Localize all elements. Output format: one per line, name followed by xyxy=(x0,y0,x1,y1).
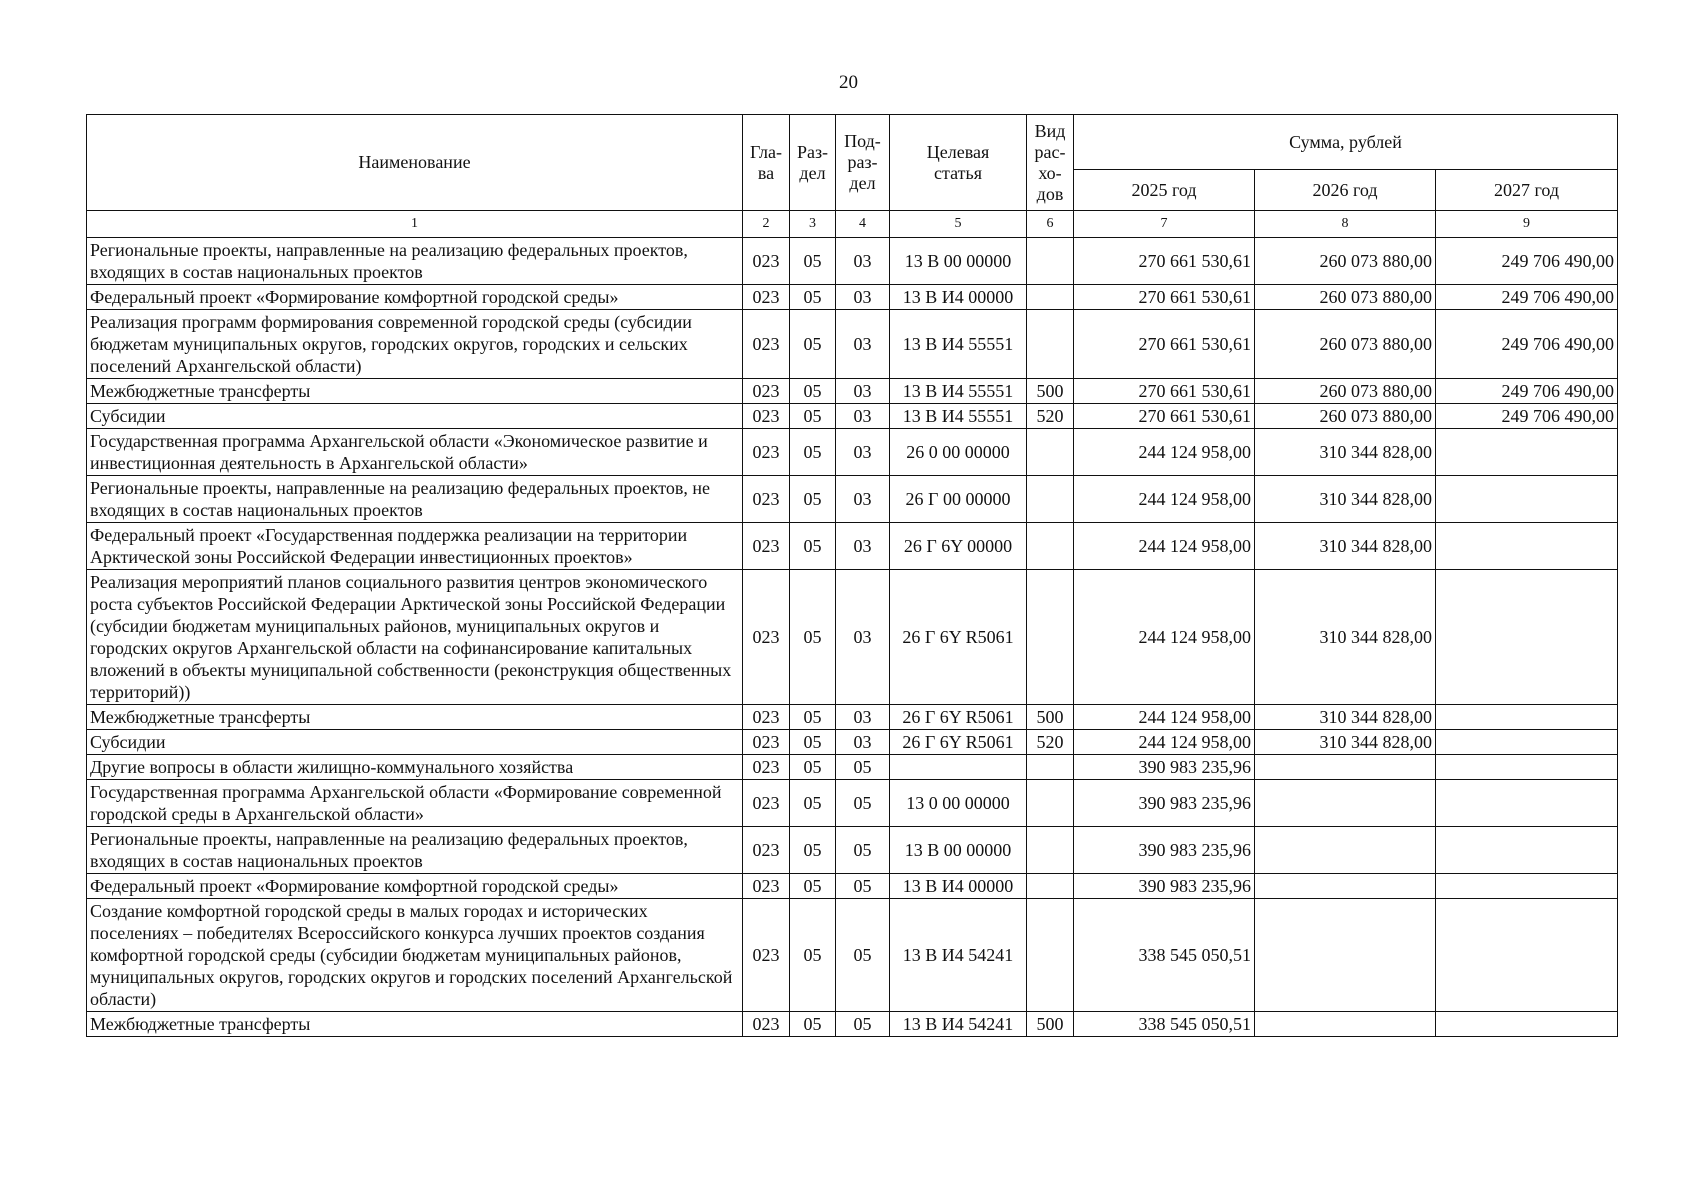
header-name: Наименование xyxy=(87,115,743,211)
table-row xyxy=(87,570,1618,705)
row-podrazdel: 03 xyxy=(836,705,890,730)
row-podrazdel: 03 xyxy=(836,238,890,285)
header-vid-text: Вид рас- хо- дов xyxy=(1034,120,1066,204)
row-celevaya-statya: 26 Г 00 00000 xyxy=(890,476,1027,523)
column-numbers-row xyxy=(87,211,1618,238)
table-row xyxy=(87,429,1618,476)
row-celevaya-statya: 13 В И4 54241 xyxy=(890,899,1027,1012)
row-podrazdel: 03 xyxy=(836,570,890,705)
row-name: Реализация программ формирования современной городской среды (субсидии бюджетам муниципальных округов, городских округов, городских и сельских поселений Архангельской области) xyxy=(87,310,743,379)
row-glava: 023 xyxy=(743,429,790,476)
row-amount-2027 xyxy=(1436,899,1618,1012)
row-amount-2026: 310 344 828,00 xyxy=(1255,570,1436,705)
header-razdel-text: Раз- дел xyxy=(796,141,829,183)
row-amount-2025: 338 545 050,51 xyxy=(1074,1012,1255,1037)
row-podrazdel: 03 xyxy=(836,476,890,523)
row-vid-raskhodov xyxy=(1027,755,1074,780)
row-glava: 023 xyxy=(743,238,790,285)
row-amount-2025: 244 124 958,00 xyxy=(1074,570,1255,705)
row-celevaya-statya: 13 В 00 00000 xyxy=(890,238,1027,285)
row-razdel: 05 xyxy=(790,429,836,476)
col-number: 2 xyxy=(743,211,790,238)
row-amount-2026: 260 073 880,00 xyxy=(1255,285,1436,310)
row-amount-2027 xyxy=(1436,1012,1618,1037)
budget-table xyxy=(86,114,1618,1037)
row-glava: 023 xyxy=(743,730,790,755)
row-amount-2025: 390 983 235,96 xyxy=(1074,827,1255,874)
row-podrazdel: 05 xyxy=(836,780,890,827)
row-amount-2027 xyxy=(1436,429,1618,476)
row-amount-2027: 249 706 490,00 xyxy=(1436,379,1618,404)
row-razdel: 05 xyxy=(790,379,836,404)
row-vid-raskhodov: 520 xyxy=(1027,404,1074,429)
row-celevaya-statya: 26 Г 6Y R5061 xyxy=(890,705,1027,730)
table-row xyxy=(87,827,1618,874)
row-amount-2026: 260 073 880,00 xyxy=(1255,379,1436,404)
row-glava: 023 xyxy=(743,523,790,570)
header-row xyxy=(87,115,1618,170)
row-name: Создание комфортной городской среды в малых городах и исторических поселениях – победителях Всероссийского конкурса лучших проектов создания комфортной городской среды (субсидии бюджетам муниципальных районов, муниципальных округов, городских округов и городских поселений Архангельской области) xyxy=(87,899,743,1012)
col-number: 4 xyxy=(836,211,890,238)
row-glava: 023 xyxy=(743,404,790,429)
row-celevaya-statya: 26 0 00 00000 xyxy=(890,429,1027,476)
row-razdel: 05 xyxy=(790,827,836,874)
table-row xyxy=(87,705,1618,730)
row-amount-2025: 244 124 958,00 xyxy=(1074,429,1255,476)
row-razdel: 05 xyxy=(790,1012,836,1037)
row-podrazdel: 03 xyxy=(836,379,890,404)
row-name: Федеральный проект «Государственная поддержка реализации на территории Арктической зоны Российской Федерации инвестиционных проектов» xyxy=(87,523,743,570)
row-razdel: 05 xyxy=(790,570,836,705)
row-amount-2027 xyxy=(1436,874,1618,899)
row-celevaya-statya: 13 В 00 00000 xyxy=(890,827,1027,874)
row-amount-2025: 270 661 530,61 xyxy=(1074,310,1255,379)
row-celevaya-statya: 13 0 00 00000 xyxy=(890,780,1027,827)
row-amount-2026: 310 344 828,00 xyxy=(1255,730,1436,755)
row-podrazdel: 05 xyxy=(836,1012,890,1037)
row-amount-2026 xyxy=(1255,827,1436,874)
table-row xyxy=(87,404,1618,429)
header-vid xyxy=(1027,115,1074,211)
row-vid-raskhodov xyxy=(1027,429,1074,476)
table-row xyxy=(87,899,1618,1012)
row-amount-2026: 260 073 880,00 xyxy=(1255,404,1436,429)
row-glava: 023 xyxy=(743,780,790,827)
row-name: Другие вопросы в области жилищно-коммунального хозяйства xyxy=(87,755,743,780)
row-amount-2025: 244 124 958,00 xyxy=(1074,705,1255,730)
col-number: 3 xyxy=(790,211,836,238)
row-amount-2025: 390 983 235,96 xyxy=(1074,755,1255,780)
row-podrazdel: 03 xyxy=(836,523,890,570)
header-year-2025: 2025 год xyxy=(1074,170,1255,211)
row-amount-2026: 310 344 828,00 xyxy=(1255,476,1436,523)
row-amount-2027: 249 706 490,00 xyxy=(1436,404,1618,429)
row-name: Государственная программа Архангельской области «Формирование современной городской среды в Архангельской области» xyxy=(87,780,743,827)
table-row xyxy=(87,476,1618,523)
row-razdel: 05 xyxy=(790,755,836,780)
row-glava: 023 xyxy=(743,1012,790,1037)
row-amount-2027 xyxy=(1436,570,1618,705)
header-summa: Сумма, рублей xyxy=(1074,115,1618,170)
row-vid-raskhodov xyxy=(1027,874,1074,899)
row-amount-2025: 270 661 530,61 xyxy=(1074,285,1255,310)
row-name: Региональные проекты, направленные на реализацию федеральных проектов, входящих в состав национальных проектов xyxy=(87,238,743,285)
row-glava: 023 xyxy=(743,379,790,404)
row-razdel: 05 xyxy=(790,705,836,730)
row-podrazdel: 03 xyxy=(836,285,890,310)
row-podrazdel: 03 xyxy=(836,730,890,755)
col-number: 7 xyxy=(1074,211,1255,238)
header-glava xyxy=(743,115,790,211)
table-row xyxy=(87,310,1618,379)
table-row xyxy=(87,1012,1618,1037)
col-number: 9 xyxy=(1436,211,1618,238)
row-amount-2026 xyxy=(1255,899,1436,1012)
row-amount-2027: 249 706 490,00 xyxy=(1436,285,1618,310)
row-amount-2026 xyxy=(1255,755,1436,780)
table-row xyxy=(87,285,1618,310)
table-row xyxy=(87,238,1618,285)
row-amount-2027 xyxy=(1436,523,1618,570)
row-amount-2026 xyxy=(1255,1012,1436,1037)
row-razdel: 05 xyxy=(790,310,836,379)
row-amount-2026 xyxy=(1255,874,1436,899)
row-name: Межбюджетные трансферты xyxy=(87,705,743,730)
row-celevaya-statya: 13 В И4 55551 xyxy=(890,404,1027,429)
row-amount-2027: 249 706 490,00 xyxy=(1436,310,1618,379)
row-razdel: 05 xyxy=(790,730,836,755)
row-glava: 023 xyxy=(743,827,790,874)
row-name: Региональные проекты, направленные на реализацию федеральных проектов, не входящих в состав национальных проектов xyxy=(87,476,743,523)
row-vid-raskhodov xyxy=(1027,899,1074,1012)
row-razdel: 05 xyxy=(790,238,836,285)
row-razdel: 05 xyxy=(790,899,836,1012)
row-amount-2025: 270 661 530,61 xyxy=(1074,404,1255,429)
row-podrazdel: 05 xyxy=(836,755,890,780)
row-razdel: 05 xyxy=(790,523,836,570)
table-row xyxy=(87,730,1618,755)
row-glava: 023 xyxy=(743,705,790,730)
table-row xyxy=(87,523,1618,570)
row-amount-2026 xyxy=(1255,780,1436,827)
row-amount-2026: 310 344 828,00 xyxy=(1255,429,1436,476)
row-amount-2027: 249 706 490,00 xyxy=(1436,238,1618,285)
col-number: 1 xyxy=(87,211,743,238)
row-celevaya-statya: 26 Г 6Y 00000 xyxy=(890,523,1027,570)
row-name: Межбюджетные трансферты xyxy=(87,379,743,404)
col-number: 6 xyxy=(1027,211,1074,238)
table-row xyxy=(87,780,1618,827)
row-glava: 023 xyxy=(743,874,790,899)
row-podrazdel: 03 xyxy=(836,310,890,379)
row-amount-2027 xyxy=(1436,827,1618,874)
row-amount-2026: 260 073 880,00 xyxy=(1255,238,1436,285)
row-amount-2025: 244 124 958,00 xyxy=(1074,523,1255,570)
row-celevaya-statya: 13 В И4 54241 xyxy=(890,1012,1027,1037)
row-vid-raskhodov: 500 xyxy=(1027,379,1074,404)
row-vid-raskhodov xyxy=(1027,238,1074,285)
row-podrazdel: 05 xyxy=(836,827,890,874)
row-razdel: 05 xyxy=(790,476,836,523)
row-celevaya-statya: 13 В И4 00000 xyxy=(890,285,1027,310)
row-name: Субсидии xyxy=(87,404,743,429)
row-amount-2025: 244 124 958,00 xyxy=(1074,476,1255,523)
row-glava: 023 xyxy=(743,285,790,310)
row-amount-2027 xyxy=(1436,730,1618,755)
row-glava: 023 xyxy=(743,755,790,780)
row-glava: 023 xyxy=(743,310,790,379)
table-row xyxy=(87,379,1618,404)
row-name: Региональные проекты, направленные на реализацию федеральных проектов, входящих в состав национальных проектов xyxy=(87,827,743,874)
row-vid-raskhodov: 520 xyxy=(1027,730,1074,755)
row-vid-raskhodov xyxy=(1027,570,1074,705)
row-vid-raskhodov xyxy=(1027,780,1074,827)
table-row xyxy=(87,874,1618,899)
row-name: Реализация мероприятий планов социального развития центров экономического роста субъектов Российской Федерации Арктической зоны Российской Федерации (субсидии бюджетам муниципальных районов, муниципальных округов и городских округов Архангельской области на софинансирование капитальных вложений в объекты муниципальной собственности (реконструкция общественных территорий)) xyxy=(87,570,743,705)
row-podrazdel: 05 xyxy=(836,874,890,899)
header-celevaya xyxy=(890,115,1027,211)
row-razdel: 05 xyxy=(790,874,836,899)
row-glava: 023 xyxy=(743,570,790,705)
row-amount-2025: 270 661 530,61 xyxy=(1074,238,1255,285)
row-vid-raskhodov: 500 xyxy=(1027,705,1074,730)
row-amount-2027 xyxy=(1436,705,1618,730)
row-razdel: 05 xyxy=(790,780,836,827)
row-celevaya-statya: 13 В И4 55551 xyxy=(890,379,1027,404)
row-vid-raskhodov xyxy=(1027,285,1074,310)
row-glava: 023 xyxy=(743,476,790,523)
row-vid-raskhodov xyxy=(1027,523,1074,570)
row-podrazdel: 05 xyxy=(836,899,890,1012)
row-celevaya-statya: 13 В И4 55551 xyxy=(890,310,1027,379)
row-razdel: 05 xyxy=(790,404,836,429)
page-number: 20 xyxy=(839,72,858,93)
header-razdel xyxy=(790,115,836,211)
row-amount-2025: 390 983 235,96 xyxy=(1074,780,1255,827)
row-amount-2026: 310 344 828,00 xyxy=(1255,705,1436,730)
header-celevaya-text: Целевая статья xyxy=(926,141,990,183)
row-amount-2025: 244 124 958,00 xyxy=(1074,730,1255,755)
row-amount-2027 xyxy=(1436,476,1618,523)
row-vid-raskhodov: 500 xyxy=(1027,1012,1074,1037)
row-celevaya-statya: 26 Г 6Y R5061 xyxy=(890,730,1027,755)
row-amount-2027 xyxy=(1436,755,1618,780)
header-podrazdel xyxy=(836,115,890,211)
row-vid-raskhodov xyxy=(1027,310,1074,379)
header-year-2026: 2026 год xyxy=(1255,170,1436,211)
row-amount-2026: 260 073 880,00 xyxy=(1255,310,1436,379)
row-celevaya-statya xyxy=(890,755,1027,780)
row-celevaya-statya: 13 В И4 00000 xyxy=(890,874,1027,899)
row-name: Межбюджетные трансферты xyxy=(87,1012,743,1037)
row-vid-raskhodov xyxy=(1027,827,1074,874)
row-amount-2025: 270 661 530,61 xyxy=(1074,379,1255,404)
row-name: Государственная программа Архангельской области «Экономическое развитие и инвестиционная деятельность в Архангельской области» xyxy=(87,429,743,476)
row-podrazdel: 03 xyxy=(836,404,890,429)
row-celevaya-statya: 26 Г 6Y R5061 xyxy=(890,570,1027,705)
row-razdel: 05 xyxy=(790,285,836,310)
row-amount-2025: 338 545 050,51 xyxy=(1074,899,1255,1012)
header-year-2027: 2027 год xyxy=(1436,170,1618,211)
col-number: 5 xyxy=(890,211,1027,238)
row-amount-2026: 310 344 828,00 xyxy=(1255,523,1436,570)
row-podrazdel: 03 xyxy=(836,429,890,476)
row-name: Федеральный проект «Формирование комфортной городской среды» xyxy=(87,874,743,899)
row-amount-2025: 390 983 235,96 xyxy=(1074,874,1255,899)
row-name: Субсидии xyxy=(87,730,743,755)
row-vid-raskhodov xyxy=(1027,476,1074,523)
table-row xyxy=(87,755,1618,780)
header-glava-text: Гла- ва xyxy=(749,141,783,183)
header-podrazdel-text: Под- раз- дел xyxy=(844,131,881,193)
col-number: 8 xyxy=(1255,211,1436,238)
row-amount-2027 xyxy=(1436,780,1618,827)
row-glava: 023 xyxy=(743,899,790,1012)
row-name: Федеральный проект «Формирование комфортной городской среды» xyxy=(87,285,743,310)
